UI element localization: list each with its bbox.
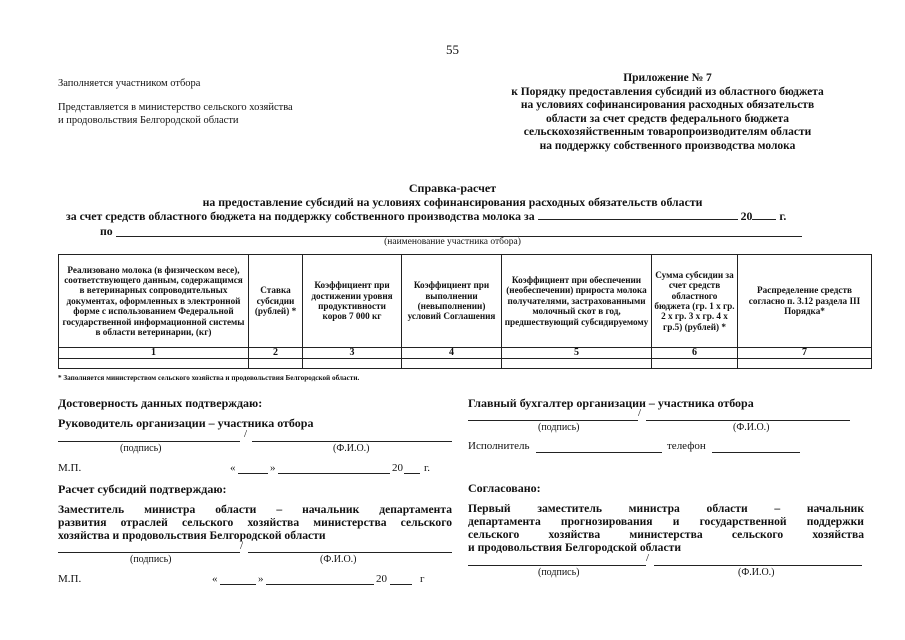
calc-confirm-heading: Расчет субсидий подтверждаю: [58, 482, 227, 496]
fio-caption: (Ф.И.О.) [733, 422, 770, 433]
date-day-field[interactable] [220, 584, 256, 585]
deputy-title-line: развития отраслей сельского хозяйства министерства сельского [58, 516, 452, 529]
head-of-organization-label: Руководитель организации – участника отбора [58, 416, 314, 430]
fio-caption: (Ф.И.О.) [320, 554, 357, 565]
year-prefix: 20 [740, 209, 753, 223]
slash-separator: / [646, 552, 650, 564]
appendix-line: на условиях софинансирования расходных обязательств [520, 99, 815, 112]
date-year-field[interactable] [390, 584, 412, 585]
stamp-place-label: М.П. [58, 462, 82, 474]
deputy-title-line: Заместитель министра области – начальник департамента [58, 503, 452, 516]
date-quote-close: » [258, 573, 264, 585]
first-deputy-signature-line[interactable] [468, 565, 646, 566]
first-deputy-fio-line[interactable] [654, 565, 862, 566]
date-quote-open: « [212, 573, 218, 585]
table-cell[interactable] [652, 359, 738, 369]
first-deputy-title [468, 502, 864, 554]
table-number-row [59, 348, 872, 359]
deputy-minister-title [58, 503, 452, 542]
table-cell[interactable] [402, 359, 502, 369]
deputy-signature-line[interactable] [58, 552, 240, 553]
header-submitted-to: Представляется в министерство сельского хозяйства [58, 102, 293, 113]
signature-caption: (подпись) [538, 567, 580, 578]
date-year-suffix: г. [424, 462, 431, 474]
appendix-block [470, 72, 865, 154]
first-deputy-line: сельского хозяйства министерства сельского хозяйства [468, 528, 864, 541]
deputy-title-line: хозяйства и продовольствия Белгородской области [58, 529, 326, 542]
executor-field[interactable] [536, 452, 662, 453]
date-day-field[interactable] [238, 473, 268, 474]
column-number: 1 [59, 348, 249, 359]
column-number: 3 [303, 348, 402, 359]
executor-label: Исполнитель [468, 440, 530, 452]
participant-prefix: по [100, 224, 113, 238]
appendix-line: на поддержку собственного производства молока [539, 139, 796, 152]
date-year-field[interactable] [404, 473, 420, 474]
head-signature-line[interactable] [58, 441, 240, 442]
date-quote-close: » [270, 462, 276, 474]
slash-separator: / [244, 428, 248, 440]
fio-caption: (Ф.И.О.) [738, 567, 775, 578]
table-cell[interactable] [738, 359, 872, 369]
column-number: 7 [738, 348, 872, 359]
document-period-line [66, 208, 786, 224]
date-year-prefix: 20 [376, 573, 387, 585]
head-fio-line[interactable] [252, 441, 452, 442]
table-header-cell: Распределение средств согласно п. 3.12 раздела III Порядка* [738, 255, 872, 348]
fio-caption: (Ф.И.О.) [333, 443, 370, 454]
signature-caption: (подпись) [130, 554, 172, 565]
date-year-prefix: 20 [392, 462, 403, 474]
document-subtitle: на предоставление субсидий на условиях софинансирования расходных обязательств области [202, 195, 703, 209]
accountant-signature-line[interactable] [468, 420, 638, 421]
first-deputy-line: Первый заместитель министра области – начальник [468, 502, 864, 515]
table-header-cell: Коэффициент при выполнении (невыполнении) условий Соглашения [402, 255, 502, 348]
table-header-cell: Коэффициент при достижении уровня продуктивности коров 7 000 кг [303, 255, 402, 348]
phone-field[interactable] [712, 452, 800, 453]
deputy-fio-line[interactable] [248, 552, 452, 553]
column-number: 6 [652, 348, 738, 359]
date-year-suffix: г [420, 573, 425, 585]
appendix-line: к Порядку предоставления субсидий из областного бюджета [511, 85, 824, 98]
data-confirm-heading: Достоверность данных подтверждаю: [58, 396, 263, 410]
year-suffix: г. [779, 209, 787, 223]
table-header-cell: Коэффициент при обеспечении (необеспечении) прироста молока получателями, застрахованными молочный скот в год, предшествующий субсидируемому [502, 255, 652, 348]
signature-caption: (подпись) [538, 422, 580, 433]
first-deputy-line: департамента прогнозирования и государственной поддержки [468, 515, 864, 528]
page-number: 55 [446, 42, 459, 57]
period-text: за счет средств областного бюджета на поддержку собственного производства молока за [66, 209, 535, 223]
date-month-field[interactable] [278, 473, 390, 474]
signature-caption: (подпись) [120, 443, 162, 454]
agreed-heading: Согласовано: [468, 481, 541, 495]
appendix-line: Приложение № 7 [623, 72, 712, 84]
table-header-row [59, 255, 872, 348]
table-data-row [59, 359, 872, 369]
table-cell[interactable] [303, 359, 402, 369]
participant-caption: (наименование участника отбора) [384, 237, 521, 247]
slash-separator: / [638, 407, 642, 419]
first-deputy-line: и продовольствия Белгородской области [468, 541, 681, 554]
table-cell[interactable] [249, 359, 303, 369]
period-field[interactable] [538, 208, 738, 220]
column-number: 5 [502, 348, 652, 359]
document-title: Справка-расчет [408, 181, 497, 195]
column-number: 4 [402, 348, 502, 359]
table-header-cell: Ставка субсидии (рублей) * [249, 255, 303, 348]
header-filled-by: Заполняется участником отбора [58, 78, 201, 89]
appendix-line: сельскохозяйственным товаропроизводителям области [523, 126, 812, 139]
column-number: 2 [249, 348, 303, 359]
table-cell[interactable] [59, 359, 249, 369]
year-field[interactable] [752, 208, 776, 220]
accountant-fio-line[interactable] [646, 420, 850, 421]
stamp-place-label: М.П. [58, 573, 82, 585]
subsidy-table [58, 254, 872, 369]
footnote: * Заполняется министерством сельского хозяйства и продовольствия Белгородской области. [58, 374, 360, 382]
table-cell[interactable] [502, 359, 652, 369]
header-ministry: и продовольствия Белгородской области [58, 115, 239, 126]
slash-separator: / [240, 540, 244, 552]
table-header-cell: Сумма субсидии за счет средств областного бюджета (гр. 1 х гр. 2 х гр. 3 х гр. 4 х гр.5) (рублей) * [652, 255, 738, 348]
date-quote-open: « [230, 462, 236, 474]
date-month-field[interactable] [266, 584, 374, 585]
phone-label: телефон [667, 440, 706, 452]
appendix-line: области за счет средств федерального бюджета [545, 112, 790, 125]
table-header-cell: Реализовано молока (в физическом весе), соответствующего данным, содержащимся в ветеринарных сопроводительных документах, оформленных в электронной форме с использованием Федеральной государственной информационной системы в области ветеринарии, (кг) [59, 255, 249, 348]
chief-accountant-label: Главный бухгалтер организации – участника отбора [468, 396, 754, 410]
